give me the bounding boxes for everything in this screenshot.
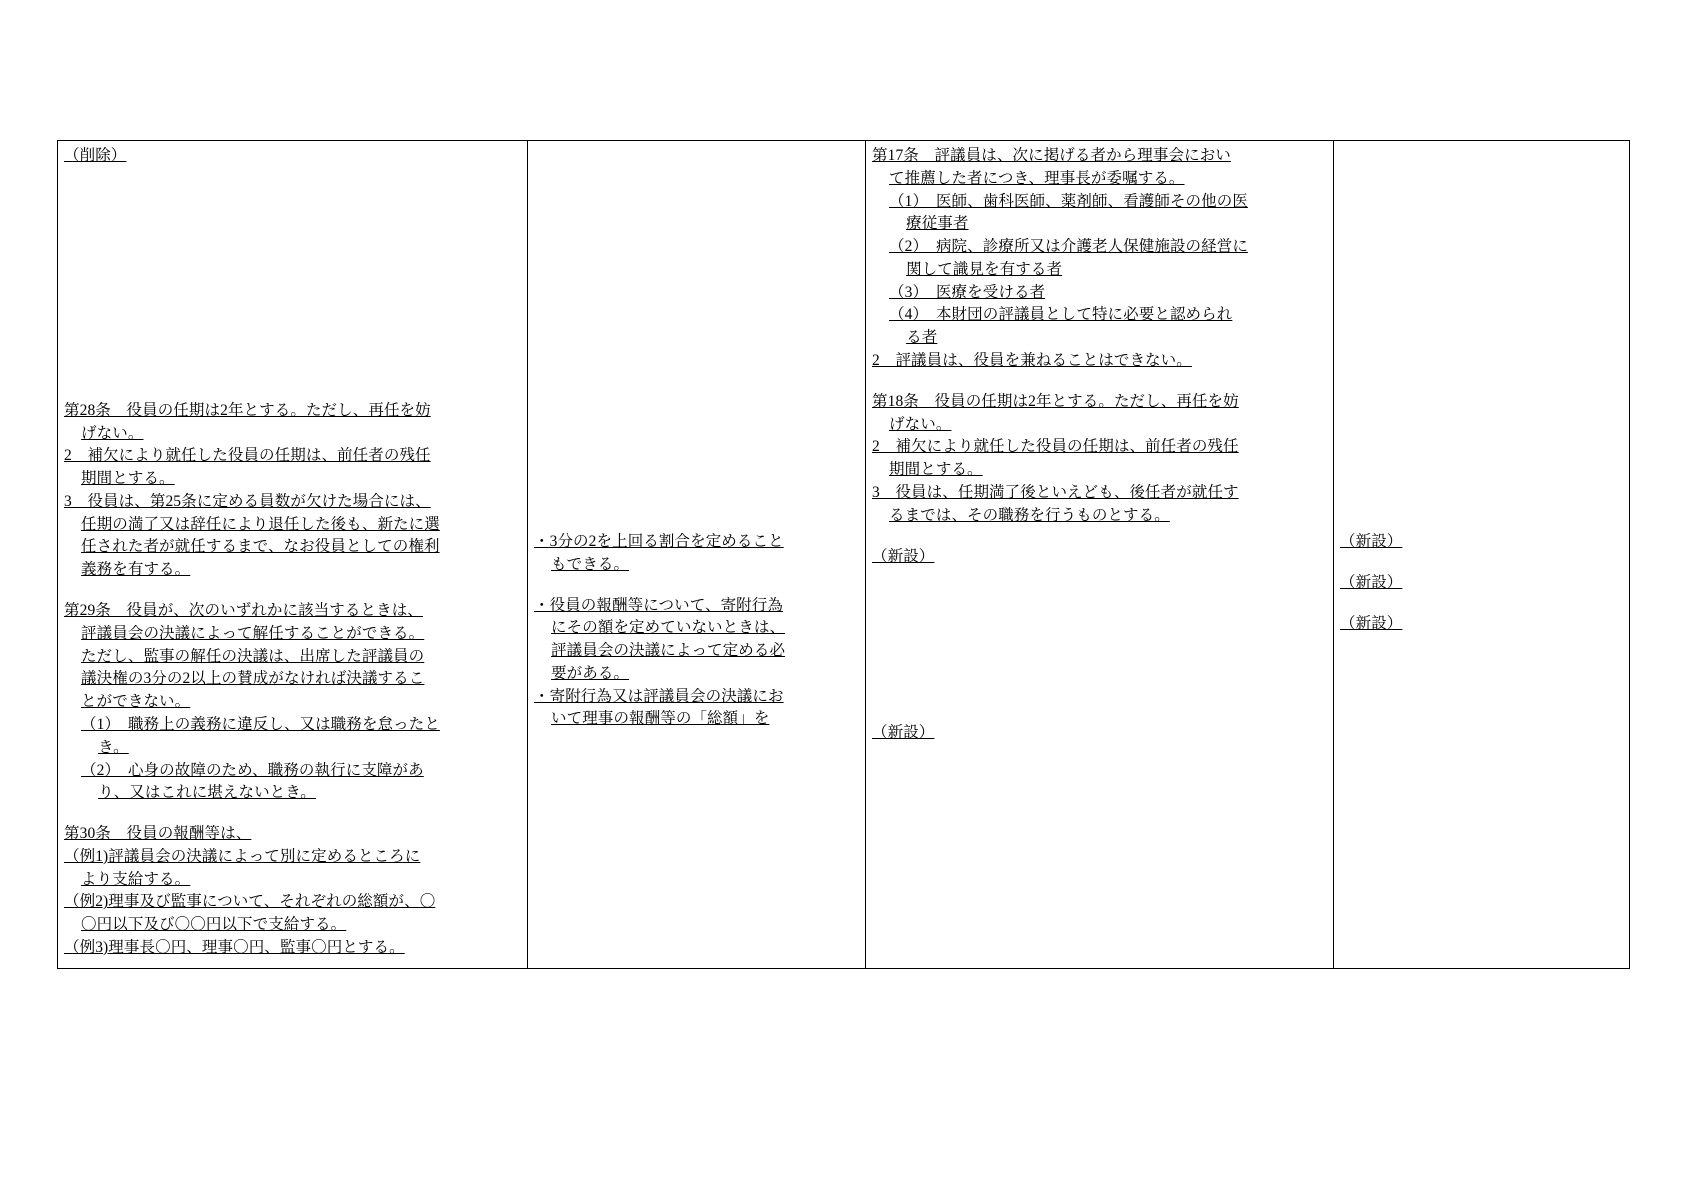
text-line: 2 補欠により就任した役員の任期は、前任者の残任 bbox=[64, 447, 431, 465]
text-line: にその額を定めていないときは、 bbox=[551, 619, 786, 637]
text-line: 3 役員は、第25条に定める員数が欠けた場合には、 bbox=[64, 492, 431, 510]
text-block bbox=[1340, 531, 1623, 554]
text-line: げない。 bbox=[81, 424, 144, 442]
text-block bbox=[1340, 572, 1623, 595]
text-block bbox=[872, 722, 1327, 745]
cell-remarks-right bbox=[1334, 141, 1630, 969]
text-line: 第17条 評議員は、次に掲げる者から理事会におい bbox=[872, 147, 1231, 164]
text-line: 2 評議員は、役員を兼ねることはできない。 bbox=[872, 352, 1192, 370]
text-block bbox=[64, 145, 521, 168]
text-line: 期間とする。 bbox=[81, 470, 175, 488]
text-line: （新設） bbox=[1340, 573, 1403, 591]
text-line: き。 bbox=[98, 738, 129, 756]
text-line: （1） 職務上の義務に違反し、又は職務を怠ったと bbox=[81, 715, 440, 733]
text-line: 議決権の3分の2以上の賛成がなければ決議するこ bbox=[81, 670, 425, 688]
text-block bbox=[1340, 613, 1623, 636]
vertical-spacer bbox=[1340, 145, 1623, 377]
text-line: （4） 本財団の評議員として特に必要と認められ bbox=[889, 306, 1233, 324]
text-line: ・3分の2を上回る割合を定めること bbox=[534, 533, 784, 550]
text-line: （例3)理事長〇円、理事〇円、監事〇円とする。 bbox=[64, 938, 405, 956]
text-line: る者 bbox=[906, 329, 938, 347]
text-line: 期間とする。 bbox=[889, 461, 983, 479]
text-line: （2） 病院、診療所又は介護老人保健施設の経営に bbox=[889, 238, 1248, 256]
text-line: もできる。 bbox=[551, 555, 630, 573]
text-line: （3） 医療を受ける者 bbox=[889, 283, 1046, 301]
text-line: 〇円以下及び〇〇円以下で支給する。 bbox=[81, 916, 347, 934]
text-line: り、又はこれに堪えないとき。 bbox=[98, 784, 316, 802]
cell-content-current bbox=[64, 145, 521, 960]
cell-new-provisions bbox=[866, 141, 1334, 969]
text-line: 評議員会の決議によって解任することができる。 bbox=[81, 624, 425, 642]
text-line: 第18条 役員の任期は2年とする。ただし、再任を妨 bbox=[872, 392, 1239, 410]
text-line: 義務を有する。 bbox=[81, 561, 191, 579]
text-line: 評議員会の決議によって定める必 bbox=[551, 642, 786, 660]
text-line: ただし、監事の解任の決議は、出席した評議員の bbox=[81, 647, 425, 665]
text-line: 第29条 役員が、次のいずれかに該当するときは、 bbox=[64, 602, 423, 620]
text-line: 関して識見を有する者 bbox=[906, 260, 1063, 278]
text-line: いて理事の報酬等の「総額」を bbox=[551, 710, 770, 728]
cell-current-provisions bbox=[58, 141, 528, 969]
text-block bbox=[64, 400, 521, 582]
text-line: （新設） bbox=[1340, 533, 1403, 550]
text-line: るまでは、その職務を行うものとする。 bbox=[889, 506, 1170, 524]
text-line: ・役員の報酬等について、寄附行為 bbox=[534, 596, 783, 614]
text-line: 任された者が就任するまで、なお役員としての権利 bbox=[81, 538, 440, 556]
text-line: （新設） bbox=[872, 724, 935, 742]
text-line: より支給する。 bbox=[81, 870, 191, 888]
text-line: 任期の満了又は辞任により退任した後も、新たに選 bbox=[81, 515, 440, 533]
cell-content-notes-left bbox=[534, 145, 859, 731]
vertical-spacer bbox=[64, 168, 521, 400]
cell-content-remarks bbox=[1340, 145, 1623, 635]
comparison-table bbox=[57, 140, 1630, 969]
table-row bbox=[58, 141, 1630, 969]
vertical-spacer bbox=[1340, 377, 1623, 531]
text-block bbox=[64, 823, 521, 960]
text-block bbox=[534, 595, 859, 732]
vertical-spacer bbox=[534, 145, 859, 377]
text-line: 第30条 役員の報酬等は、 bbox=[64, 825, 252, 843]
text-block bbox=[64, 600, 521, 805]
text-line: （2） 心身の故障のため、職務の執行に支障があ bbox=[81, 761, 424, 779]
text-block bbox=[872, 391, 1327, 528]
text-line: （例2)理事及び監事について、それぞれの総額が、〇 bbox=[64, 893, 436, 911]
text-line: げない。 bbox=[889, 415, 952, 433]
cell-notes-left bbox=[528, 141, 866, 969]
text-line: 第28条 役員の任期は2年とする。ただし、再任を妨 bbox=[64, 401, 431, 419]
text-line: 3 役員は、任期満了後といえども、後任者が就任す bbox=[872, 483, 1239, 501]
text-line: て推薦した者につき、理事長が委嘱する。 bbox=[889, 169, 1185, 187]
vertical-spacer bbox=[1340, 595, 1623, 613]
vertical-spacer bbox=[534, 377, 859, 531]
text-line: 療従事者 bbox=[906, 215, 969, 233]
text-line: （1） 医師、歯科医師、薬剤師、看護師その他の医 bbox=[889, 192, 1248, 210]
text-block bbox=[534, 531, 859, 577]
text-line: ・寄附行為又は評議員会の決議にお bbox=[534, 687, 784, 705]
text-line: （削除） bbox=[64, 147, 127, 164]
text-line: （新設） bbox=[872, 547, 935, 565]
text-line: （新設） bbox=[1340, 614, 1403, 632]
text-line: （例1)評議員会の決議によって別に定めるところに bbox=[64, 847, 421, 865]
text-block bbox=[872, 145, 1327, 373]
text-line: とができない。 bbox=[81, 693, 191, 711]
cell-content-new bbox=[872, 145, 1327, 745]
text-line: 2 補欠により就任した役員の任期は、前任者の残任 bbox=[872, 438, 1239, 456]
text-line: 要がある。 bbox=[551, 664, 630, 682]
text-block bbox=[872, 546, 1327, 569]
vertical-spacer bbox=[872, 568, 1327, 722]
